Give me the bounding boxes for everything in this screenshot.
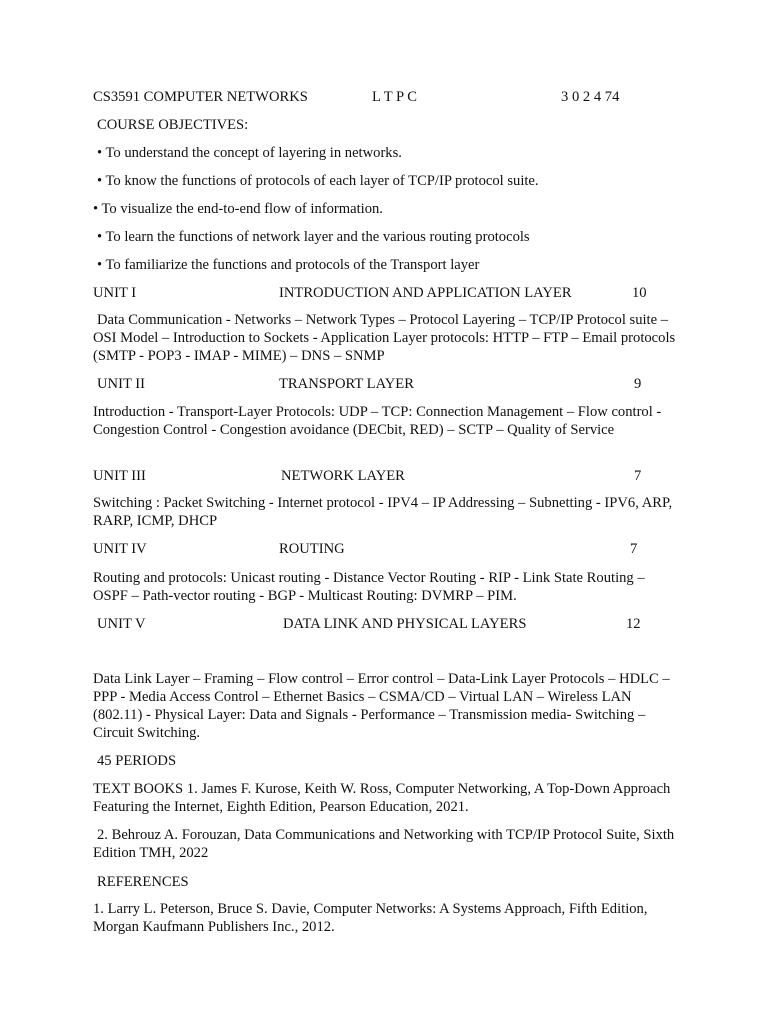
unit-hours: 12 — [626, 616, 641, 632]
objective-item: • To learn the functions of network layer and the various routing protocols — [97, 229, 530, 245]
unit-hours: 9 — [634, 376, 642, 392]
unit-label: UNIT IV — [93, 541, 147, 557]
unit-label: UNIT V — [97, 616, 146, 632]
unit-hours: 7 — [630, 541, 638, 557]
reference-item: 1. Larry L. Peterson, Bruce S. Davie, Computer Networks: A Systems Approach, Fifth Edition, Morgan Kaufmann Publishers Inc., 2012. — [93, 901, 648, 935]
objective-item: • To know the functions of protocols of each layer of TCP/IP protocol suite. — [97, 173, 539, 189]
total-periods: 45 PERIODS — [97, 753, 177, 769]
unit-title: TRANSPORT LAYER — [279, 376, 414, 392]
references-heading: REFERENCES — [97, 874, 189, 890]
unit-label: UNIT III — [93, 468, 146, 484]
text-book-item: 2. Behrouz A. Forouzan, Data Communications and Networking with TCP/IP Protocol Suite, Sixth Edition TMH, 2022 — [93, 827, 675, 861]
objectives-heading: COURSE OBJECTIVES: — [97, 117, 249, 133]
unit-label: UNIT I — [93, 285, 137, 301]
unit-content: Introduction - Transport-Layer Protocols: UDP – TCP: Connection Management – Flow control - Congestion Control - Congestion avoidance (DECbit, RED) – SCTP – Quality of Service — [93, 404, 662, 438]
ltpc-label: L T P C — [372, 89, 418, 105]
unit-label: UNIT II — [97, 376, 145, 392]
unit-content: Data Communication - Networks – Network Types – Protocol Layering – TCP/IP Protocol suite – OSI Model – Introduction to Sockets - Application Layer protocols: HTTP – FTP – Email protocols (SMTP - POP3 - IMAP - MIME) – DNS – SNMP — [93, 312, 676, 364]
objective-item: • To familiarize the functions and protocols of the Transport layer — [97, 257, 480, 273]
ltpc-values: 3 0 2 4 74 — [561, 89, 620, 105]
unit-title: NETWORK LAYER — [281, 468, 405, 484]
objective-item: • To visualize the end-to-end flow of information. — [93, 201, 383, 217]
unit-title: DATA LINK AND PHYSICAL LAYERS — [283, 616, 527, 632]
unit-title: INTRODUCTION AND APPLICATION LAYER — [279, 285, 572, 301]
course-title: CS3591 COMPUTER NETWORKS — [93, 89, 308, 105]
unit-hours: 7 — [634, 468, 642, 484]
text-book-item: TEXT BOOKS 1. James F. Kurose, Keith W. Ross, Computer Networking, A Top-Down Approach Featuring the Internet, Eighth Edition, Pearson Education, 2021. — [93, 781, 671, 815]
unit-content: Data Link Layer – Framing – Flow control – Error control – Data-Link Layer Protocols – HDLC – PPP - Media Access Control – Ethernet Basics – CSMA/CD – Virtual LAN – Wireless LAN (802.11) - Physical Layer: Data and Signals - Performance – Transmission media- Switching – Circuit Switching. — [93, 671, 670, 741]
unit-hours: 10 — [632, 285, 647, 301]
objective-item: • To understand the concept of layering in networks. — [97, 145, 402, 161]
unit-content: Routing and protocols: Unicast routing - Distance Vector Routing - RIP - Link State Routing – OSPF – Path-vector routing - BGP - Multicast Routing: DVMRP – PIM. — [93, 570, 645, 604]
unit-content: Switching : Packet Switching - Internet protocol - IPV4 – IP Addressing – Subnetting - IPV6, ARP, RARP, ICMP, DHCP — [93, 495, 673, 529]
unit-title: ROUTING — [279, 541, 345, 557]
